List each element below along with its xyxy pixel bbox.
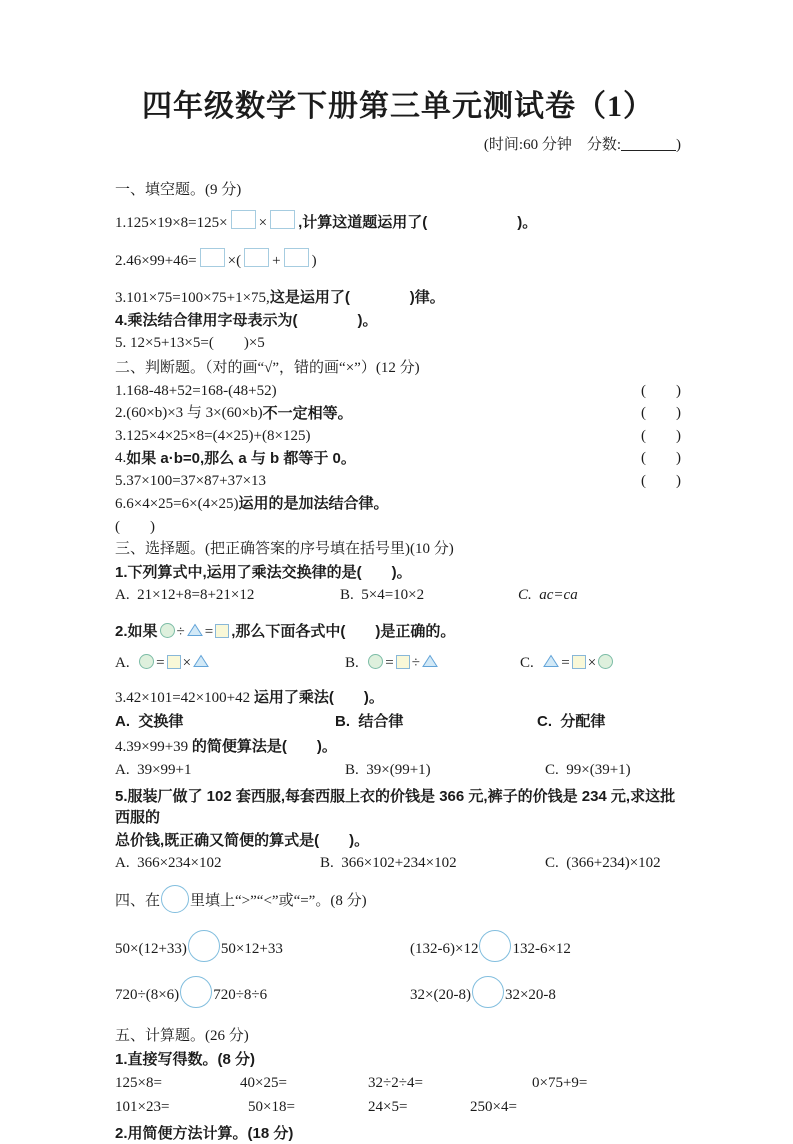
- formula-text: 3.42×101=42×100+42: [115, 690, 254, 706]
- option-c[interactable]: C. 99×(39+1): [545, 760, 681, 782]
- answer-box[interactable]: [270, 210, 295, 229]
- calc-item[interactable]: 250×4=: [470, 1097, 681, 1119]
- formula-text: (132-6)×12: [410, 941, 478, 957]
- judge-paren[interactable]: ( ): [641, 403, 681, 425]
- formula-text: 32×(20-8): [410, 987, 471, 1003]
- option-c[interactable]: [520, 653, 681, 675]
- stem-text: ,那么下面各式中( )是正确的。: [231, 623, 455, 640]
- meta-suffix: ): [676, 137, 681, 153]
- triangle-icon: [543, 654, 559, 668]
- stem-text: 不一定相等。: [263, 403, 353, 425]
- option-b[interactable]: B. 39×(99+1): [345, 760, 545, 782]
- calc-item[interactable]: 0×75+9=: [532, 1073, 681, 1095]
- judge-paren[interactable]: ( ): [641, 381, 681, 403]
- formula-text: 720÷8÷6: [213, 987, 267, 1003]
- section-1-heading: [115, 180, 681, 202]
- formula-text: 3.125×4×25×8=(4×25)+(8×125): [115, 426, 310, 448]
- choice-options-3: [115, 711, 681, 733]
- triangle-icon: [422, 654, 438, 668]
- option-label: C.: [520, 655, 534, 671]
- stem-text: 2.如果: [115, 623, 158, 640]
- formula-text: 132-6×12: [512, 941, 570, 957]
- formula-text: ): [312, 253, 317, 269]
- calc-row-2: [115, 1097, 681, 1119]
- formula-text: =: [385, 655, 393, 671]
- section-heading-text: 五、计算题。(26 分): [115, 1028, 249, 1044]
- calc-item[interactable]: 101×23=: [115, 1097, 248, 1119]
- choice-options-1: [115, 585, 681, 607]
- compare-circle[interactable]: [472, 976, 504, 1008]
- fill-item-1: [115, 210, 681, 235]
- formula-text: =: [156, 655, 164, 671]
- calc-subtitle-2: 2.用简便方法计算。(18 分): [115, 1123, 681, 1144]
- circle-icon: [368, 654, 383, 669]
- section-heading-text: 一、填空题。(9 分): [115, 182, 241, 198]
- stem-text: 的简便算法是( )。: [192, 738, 337, 755]
- judge-item-6-paren: [115, 517, 681, 539]
- section-5-heading: [115, 1026, 681, 1048]
- choice-question-5-line1: 5.服装厂做了 102 套西服,每套西服上衣的价钱是 366 元,裤子的价钱是 234 元,求这批西服的: [115, 786, 681, 829]
- option-a[interactable]: [115, 653, 345, 675]
- answer-box[interactable]: [200, 248, 225, 267]
- option-label: A.: [115, 655, 130, 671]
- compare-item: [115, 930, 410, 964]
- circle-icon: [598, 654, 613, 669]
- fill-item-3: [115, 287, 681, 310]
- section-heading-text: 里填上“>”“<”或“=”。(8 分): [190, 893, 367, 909]
- formula-text: 6.6×4×25=6×(4×25): [115, 496, 239, 512]
- option-b[interactable]: B. 5×4=10×2: [340, 585, 518, 607]
- fill-item-5: 5. 12×5+13×5=( )×5: [115, 333, 681, 355]
- score-blank-line[interactable]: [621, 146, 676, 151]
- calc-item[interactable]: 40×25=: [240, 1073, 368, 1095]
- option-b[interactable]: [345, 653, 520, 675]
- formula-text: ×: [588, 655, 596, 671]
- section-heading-text: 四、在: [115, 893, 160, 909]
- compare-circle[interactable]: [479, 930, 511, 962]
- judge-paren[interactable]: ( ): [641, 448, 681, 470]
- compare-circle[interactable]: [161, 885, 189, 913]
- formula-text: 32×20-8: [505, 987, 556, 1003]
- choice-question-1: 1.下列算式中,运用了乘法交换律的是( )。: [115, 562, 681, 584]
- section-4-heading: [115, 885, 681, 916]
- stem-text: 如果 a·b=0,那么 a 与 b 都等于 0。: [126, 448, 356, 470]
- section-heading-text: 三、选择题。(把正确答案的序号填在括号里)(10 分): [115, 541, 454, 557]
- calc-subtitle-1: 1.直接写得数。(8 分): [115, 1049, 681, 1071]
- compare-item: [410, 976, 681, 1010]
- circle-icon: [139, 654, 154, 669]
- choice-question-2: [115, 621, 681, 644]
- choice-question-5-line2: 总价钱,既正确又简便的算式是( )。: [115, 830, 681, 852]
- answer-box[interactable]: [231, 210, 256, 229]
- option-a[interactable]: A. 39×99+1: [115, 760, 345, 782]
- square-icon: [167, 655, 181, 669]
- calc-item[interactable]: 32÷2÷4=: [368, 1073, 532, 1095]
- formula-text: 1.168-48+52=168-(48+52): [115, 381, 277, 403]
- compare-item: [115, 976, 410, 1010]
- option-c[interactable]: C. 分配律: [537, 711, 681, 733]
- stem-text: 这是运用了( )律。: [270, 289, 445, 306]
- judge-item-2: [115, 403, 681, 425]
- formula-text: 720÷(8×6): [115, 987, 179, 1003]
- calc-item[interactable]: 24×5=: [368, 1097, 470, 1119]
- judge-item-4: [115, 448, 681, 470]
- stem-text: ,计算这道题运用了( )。: [298, 214, 537, 231]
- judge-item-3: [115, 426, 681, 448]
- judge-item-5: [115, 471, 681, 493]
- judge-item-1: [115, 381, 681, 403]
- formula-text: =: [561, 655, 569, 671]
- judge-paren[interactable]: ( ): [641, 426, 681, 448]
- formula-text: 1.125×19×8=125×: [115, 215, 228, 231]
- formula-text: ×(: [228, 253, 241, 269]
- option-c[interactable]: C. ac=ca: [518, 585, 681, 607]
- circle-icon: [160, 623, 175, 638]
- formula-text: 5.37×100=37×87+37×13: [115, 471, 266, 493]
- compare-circle[interactable]: [180, 976, 212, 1008]
- calc-row-1: [115, 1073, 681, 1095]
- section-heading-text: 二、判断题。（对的画“√”，错的画“×”）(12 分): [115, 360, 420, 376]
- formula-text: =: [205, 624, 213, 640]
- option-b[interactable]: B. 366×102+234×102: [320, 853, 545, 875]
- fill-item-2: [115, 248, 681, 273]
- option-label: B.: [345, 655, 359, 671]
- answer-box[interactable]: [244, 248, 269, 267]
- time-score-line: [115, 134, 681, 156]
- section-2-heading: [115, 358, 681, 380]
- triangle-icon: [193, 654, 209, 668]
- formula-text: 2.46×99+46=: [115, 253, 197, 269]
- formula-text: 3.101×75=100×75+1×75,: [115, 290, 270, 306]
- formula-text: 50×12+33: [221, 941, 283, 957]
- square-icon: [572, 655, 586, 669]
- formula-text: 2.(60×b)×3 与 3×(60×b): [115, 403, 263, 425]
- stem-text: 运用的是加法结合律。: [239, 495, 389, 512]
- option-c[interactable]: C. (366+234)×102: [545, 853, 681, 875]
- square-icon: [396, 655, 410, 669]
- option-a[interactable]: A. 366×234×102: [115, 853, 320, 875]
- option-a[interactable]: A. 21×12+8=8+21×12: [115, 585, 340, 607]
- choice-question-4: [115, 736, 681, 759]
- formula-text: ÷: [412, 655, 420, 671]
- formula-text: 4.39×99+39: [115, 739, 192, 755]
- formula-text: +: [272, 253, 280, 269]
- choice-options-5: [115, 853, 681, 875]
- choice-question-3: [115, 687, 681, 710]
- option-a[interactable]: A. 交换律: [115, 711, 335, 733]
- option-b[interactable]: B. 结合律: [335, 711, 537, 733]
- judge-paren[interactable]: ( ): [641, 471, 681, 493]
- formula-text: ×: [259, 215, 267, 231]
- compare-circle[interactable]: [188, 930, 220, 962]
- compare-row-2: [115, 976, 681, 1010]
- calc-item[interactable]: 125×8=: [115, 1073, 240, 1095]
- formula-text: ×: [183, 655, 191, 671]
- compare-row-1: [115, 930, 681, 964]
- meta-prefix: (时间:60 分钟 分数:: [484, 137, 621, 153]
- fill-item-4: 4.乘法结合律用字母表示为( )。: [115, 310, 681, 332]
- square-icon: [215, 624, 229, 638]
- formula-text: 4.: [115, 448, 126, 470]
- page-title: 四年级数学下册第三单元测试卷（1）: [115, 86, 681, 128]
- calc-item[interactable]: 50×18=: [248, 1097, 368, 1119]
- choice-options-2: [115, 653, 681, 675]
- formula-text: 50×(12+33): [115, 941, 187, 957]
- formula-text: ÷: [177, 624, 185, 640]
- section-3-heading: [115, 539, 681, 561]
- stem-text: 运用了乘法( )。: [254, 689, 384, 706]
- judge-paren[interactable]: ( ): [115, 519, 155, 535]
- choice-options-4: [115, 760, 681, 782]
- judge-item-6: [115, 493, 681, 516]
- answer-box[interactable]: [284, 248, 309, 267]
- triangle-icon: [187, 623, 203, 637]
- compare-item: [410, 930, 681, 964]
